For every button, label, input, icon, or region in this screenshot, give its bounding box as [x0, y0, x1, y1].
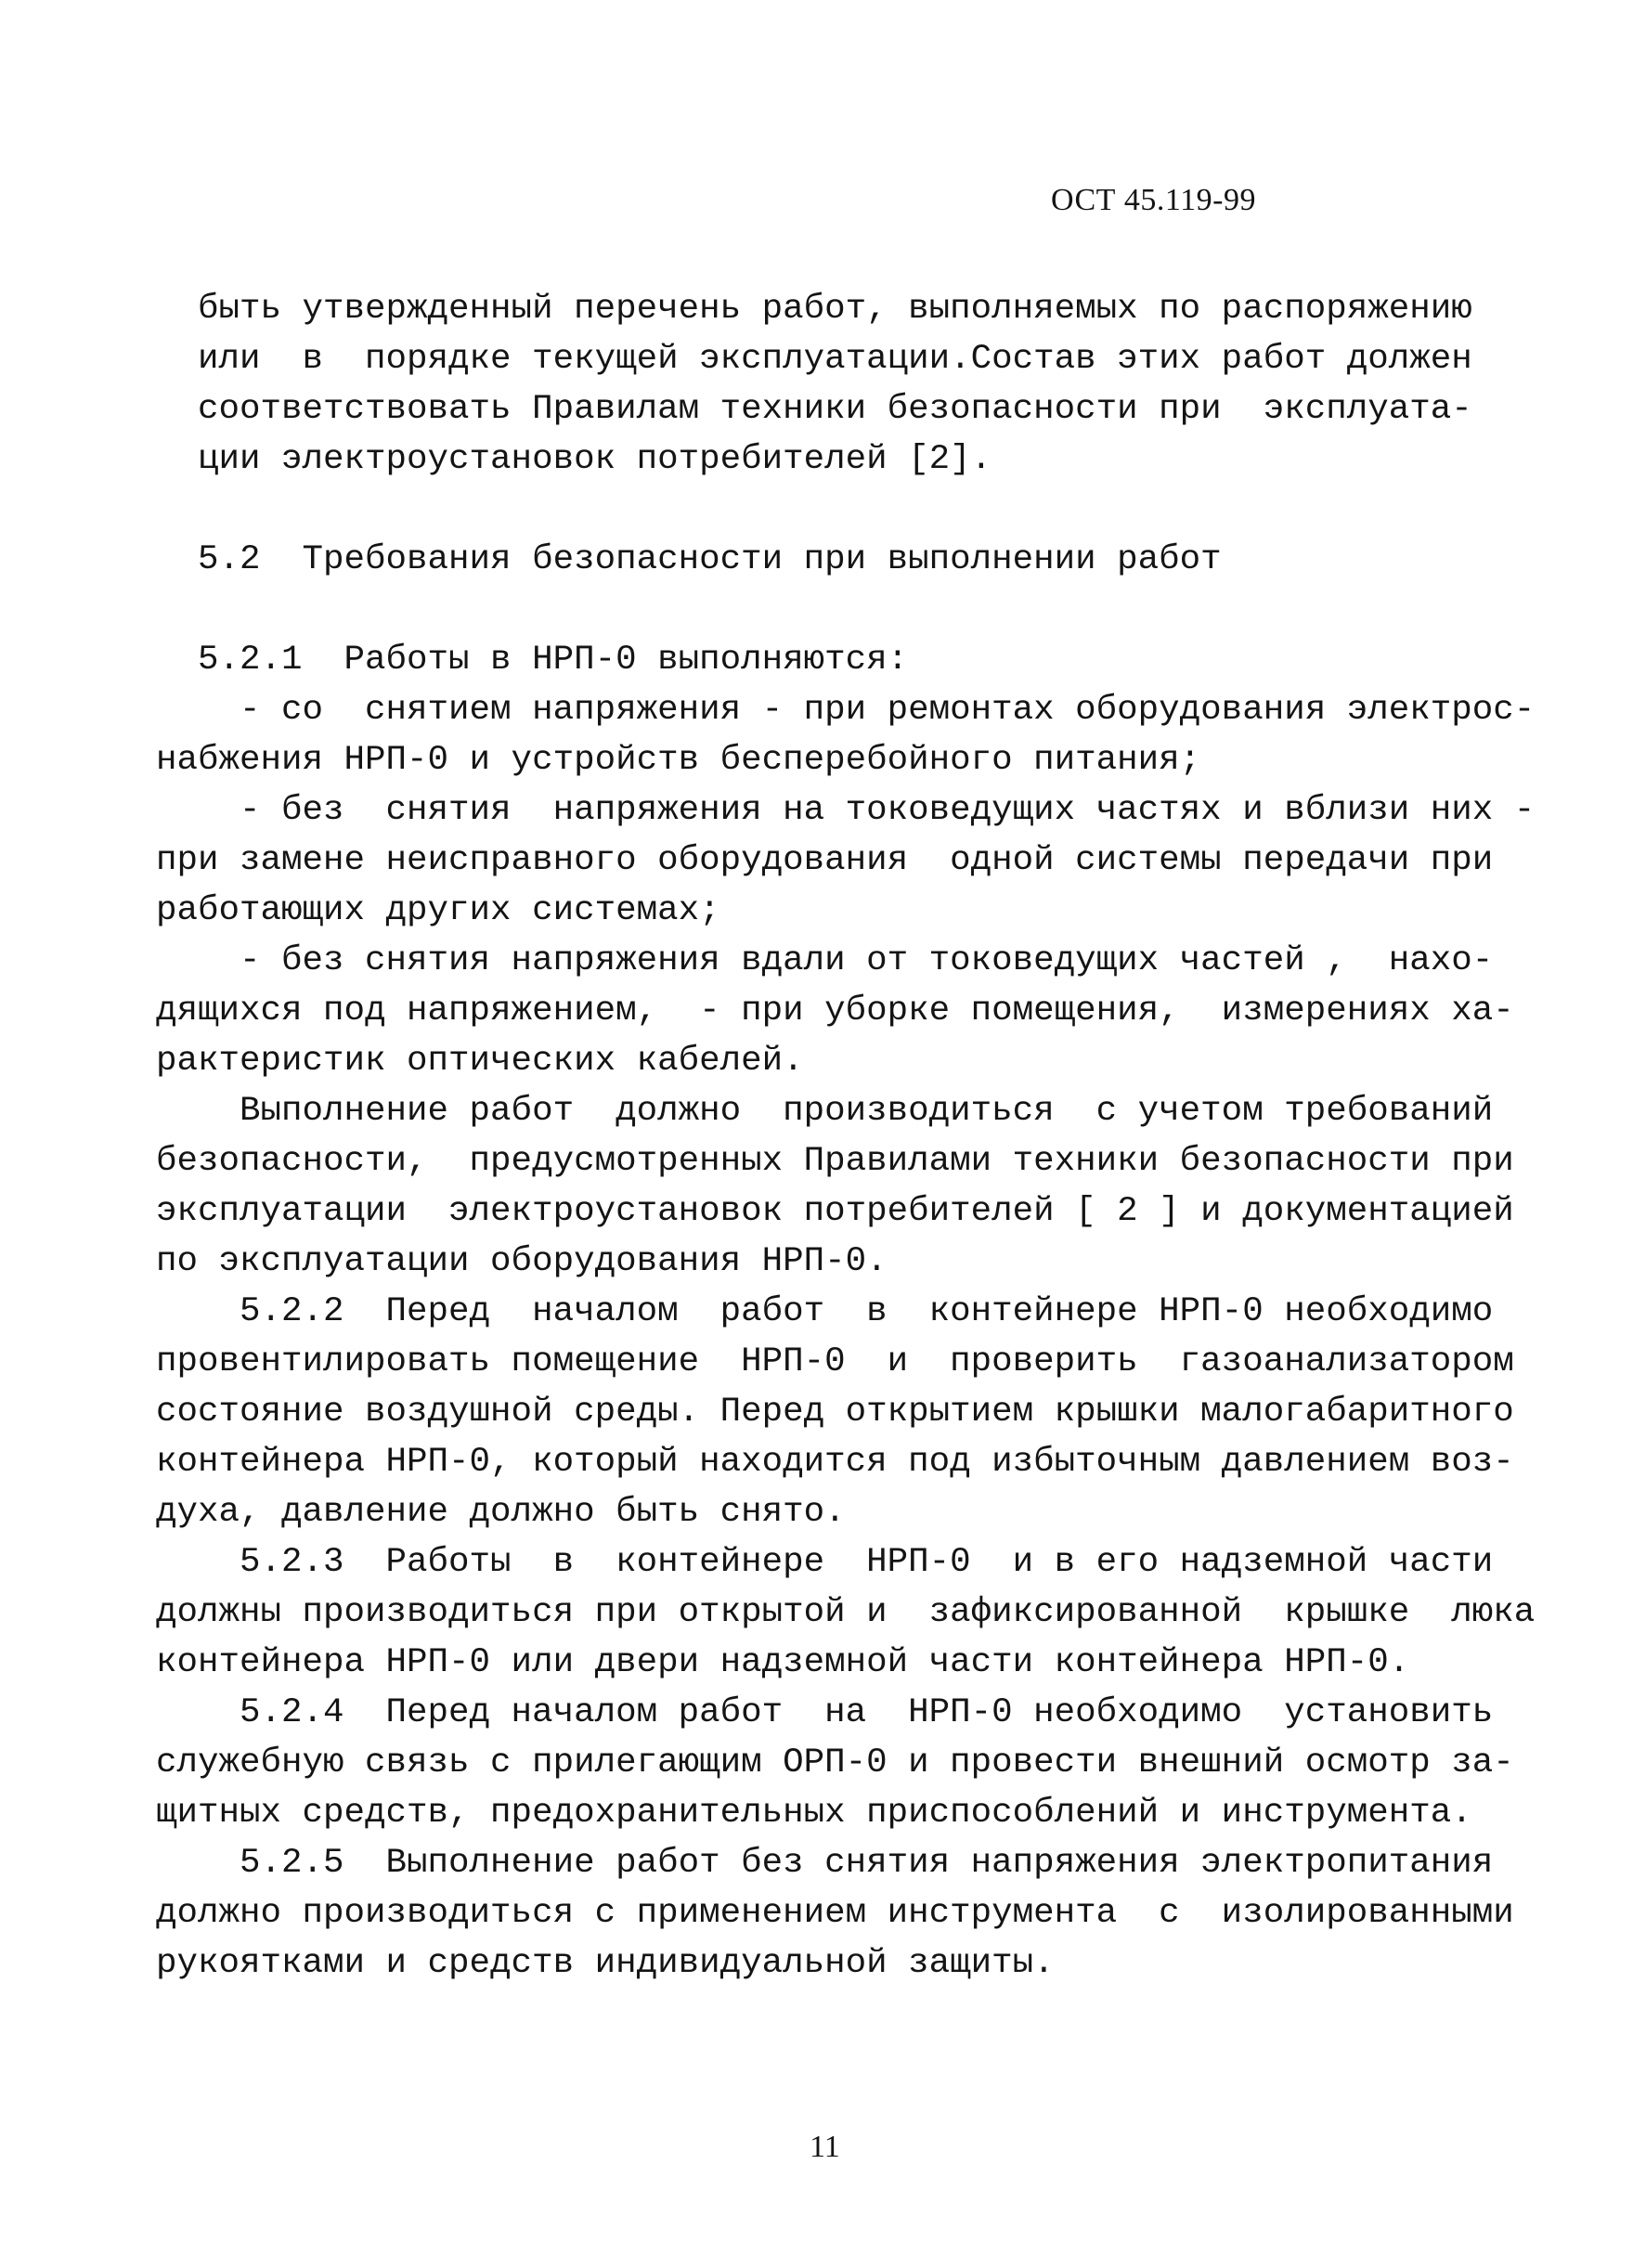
text-line: рукоятками и средств индивидуальной защиты. — [156, 1944, 1055, 1983]
text-line: должны производиться при открытой и зафиксированной крышке люка — [156, 1593, 1536, 1632]
text-line: духа, давление должно быть снято. — [156, 1493, 846, 1532]
page-number: 11 — [810, 2130, 840, 2164]
document-body — [156, 284, 1536, 1989]
paragraph-gap — [156, 585, 1474, 635]
text-line: эксплуатации электроустановок потребителей [ 2 ] и документацией — [156, 1192, 1514, 1231]
text-line: - со снятием напряжения - при ремонтах оборудования электрос- — [156, 691, 1536, 730]
text-line: состояние воздушной среды. Перед открытием крышки малогабаритного — [156, 1393, 1514, 1432]
document-code: ОСТ 45.119-99 — [1051, 183, 1256, 217]
text-line: контейнера НРП-0, который находится под избыточным давлением воз- — [156, 1443, 1514, 1482]
text-line: 5.2.5 Выполнение работ без снятия напряжения электропитания — [156, 1844, 1494, 1883]
text-line: Выполнение работ должно производиться с учетом требований — [156, 1092, 1494, 1131]
text-line: по эксплуатации оборудования НРП-0. — [156, 1242, 888, 1281]
text-line: служебную связь с прилегающим ОРП-0 и провести внешний осмотр за- — [156, 1743, 1514, 1782]
text-line: безопасности, предусмотренных Правилами техники безопасности при — [156, 1142, 1514, 1181]
paragraph-gap — [156, 485, 1474, 535]
text-line: провентилировать помещение НРП-0 и проверить газоанализатором — [156, 1342, 1514, 1381]
text-line: соответствовать Правилам техники безопасности при эксплуата- — [156, 390, 1472, 429]
text-line: - без снятия напряжения вдали от токоведущих частей , нахо- — [156, 941, 1494, 980]
text-line: 5.2 Требования безопасности при выполнении работ — [156, 540, 1222, 579]
text-line: при замене неисправного оборудования одной системы передачи при — [156, 841, 1494, 880]
text-line: - без снятия напряжения на токоведущих частях и вблизи них - — [156, 791, 1536, 830]
text-line: или в порядке текущей эксплуатации.Состав этих работ должен — [156, 340, 1472, 379]
text-line: щитных средств, предохранительных приспособлений и инструмента. — [156, 1794, 1472, 1833]
text-line: 5.2.3 Работы в контейнере НРП-0 и в его надземной части — [156, 1543, 1494, 1582]
text-line: ции электроустановок потребителей [2]. — [156, 440, 992, 479]
text-line: 5.2.4 Перед началом работ на НРП-0 необходимо установить — [156, 1693, 1494, 1732]
text-line: работающих других системах; — [156, 891, 720, 930]
text-line: должно производиться с применением инструмента с изолированными — [156, 1894, 1514, 1933]
text-line: быть утвержденный перечень работ, выполняемых по распоряжению — [156, 290, 1472, 329]
text-line: рактеристик оптических кабелей. — [156, 1042, 804, 1081]
text-line: дящихся под напряжением, - при уборке помещения, измерениях ха- — [156, 991, 1514, 1030]
text-line: 5.2.2 Перед началом работ в контейнере НРП-0 необходимо — [156, 1292, 1494, 1331]
text-line: 5.2.1 Работы в НРП-0 выполняются: — [156, 641, 909, 680]
text-line: набжения НРП-0 и устройств бесперебойного питания; — [156, 741, 1201, 780]
text-line: контейнера НРП-0 или двери надземной части контейнера НРП-0. — [156, 1643, 1410, 1682]
